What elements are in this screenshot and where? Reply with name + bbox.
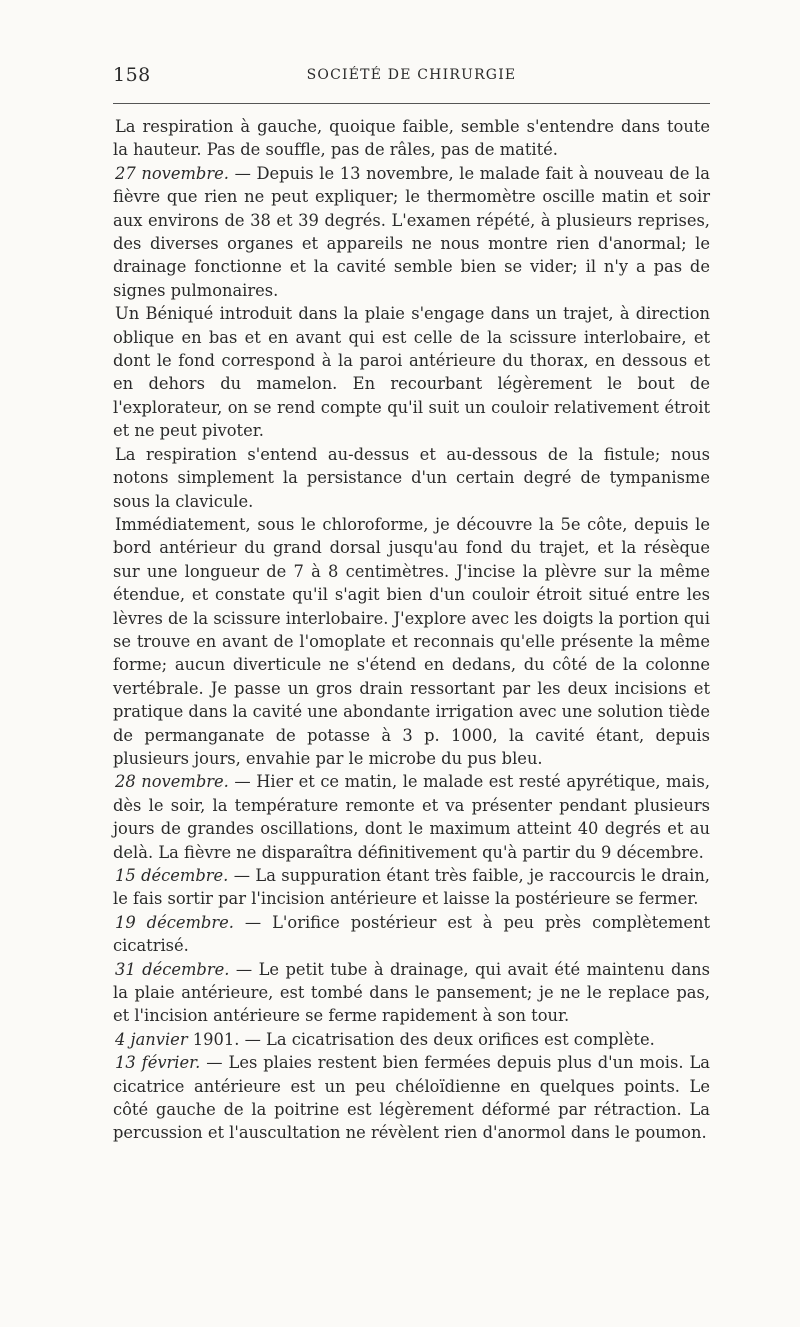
paragraph-text: Un Béniqué introduit dans la plaie s'engage dans un trajet, à direction oblique en bas et en avant qui est celle de la scissure interlobaire, et dont le fond correspond à la paroi antérieure du thorax, en dessous et en dehors du mamelon. En recourbant légèrement le bout de l'explorateur, on se rend compte qu'il suit un couloir relativement étroit et ne peut pivoter. bbox=[113, 304, 710, 441]
paragraph-text: La respiration à gauche, quoique faible, semble s'entendre dans toute la hauteur. Pas de souffle, pas de râles, pas de matité. bbox=[113, 117, 710, 160]
paragraph bbox=[113, 513, 710, 770]
paragraph bbox=[113, 864, 710, 911]
paragraph-text: 1901. — La cicatrisation des deux orifices est complète. bbox=[187, 1029, 655, 1049]
paragraph bbox=[113, 911, 710, 958]
paragraph-date: 4 janvier bbox=[115, 1029, 188, 1049]
page-number: 158 bbox=[113, 64, 151, 86]
paragraph-date: 28 novembre. bbox=[115, 772, 229, 792]
paragraph bbox=[113, 115, 710, 162]
page-header bbox=[113, 64, 710, 94]
paragraph bbox=[113, 1028, 710, 1051]
running-title: SOCIÉTÉ DE CHIRURGIE bbox=[306, 67, 517, 83]
paragraph-text: Immédiatement, sous le chloroforme, je découvre la 5e côte, depuis le bord antérieur du grand dorsal jusqu'au fond du trajet, et la résèque sur une longueur de 7 à 8 centimètres. J'incise la plèvre sur la même étendue, et constate qu'il s'agit bien d'un couloir étroit situé entre les lèvres de la scissure interlobaire. J'explore avec les doigts la portion qui se trouve en avant de l'omoplate et reconnais qu'elle présente la même forme; aucun diverticule ne s'étend en dedans, du côté de la colonne vertébrale. Je passe un gros drain ressortant par les deux incisions et pratique dans la cavité une abondante irrigation avec une solution tiède de permanganate de potasse à 3 p. 1000, la cavité étant, depuis plusieurs jours, envahie par le microbe du pus bleu. bbox=[113, 514, 710, 768]
header-rule bbox=[113, 103, 710, 104]
paragraph-date: 31 décembre. bbox=[115, 959, 230, 979]
paragraph-text: — Le petit tube à drainage, qui avait été maintenu dans la plaie antérieure, est tombé dans le pansement; je ne le replace pas, et l'incision antérieure se ferme rapidement à son tour. bbox=[113, 959, 710, 1026]
paragraph-text: — Hier et ce matin, le malade est resté apyrétique, mais, dès le soir, la température remonte et va présenter pendant plusieurs jours de grandes oscillations, dont le maximum atteint 40 degrés et au delà. La fièvre ne disparaîtra définitivement qu'à partir du 9 décembre. bbox=[113, 772, 711, 862]
body-text bbox=[113, 115, 710, 1145]
paragraph-text: La respiration s'entend au-dessus et au-dessous de la fistule; nous notons simplement la persistance d'un certain degré de tympanisme sous la clavicule. bbox=[113, 444, 710, 511]
paragraph-date: 27 novembre. bbox=[115, 163, 229, 183]
paragraph-text: — Les plaies restent bien fermées depuis plus d'un mois. La cicatrice antérieure est un peu chéloïdienne en quelques points. Le côté gauche de la poitrine est légèrement déformé par rétraction. La percussion et l'auscultation ne révèlent rien d'anormol dans le poumon. bbox=[113, 1053, 710, 1143]
paragraph bbox=[113, 443, 710, 513]
paragraph bbox=[113, 770, 710, 864]
paragraph bbox=[113, 162, 710, 302]
paragraph-date: 19 décembre. bbox=[115, 912, 234, 932]
paragraph-text: — La suppuration étant très faible, je raccourcis le drain, le fais sortir par l'incision antérieure et laisse la postérieure se fermer. bbox=[113, 866, 710, 909]
paragraph-text: — L'orifice postérieur est à peu près complètement cicatrisé. bbox=[113, 912, 710, 956]
paragraph bbox=[113, 1051, 710, 1145]
paragraph-date: 15 décembre. bbox=[115, 866, 229, 885]
paragraph-date: 13 février. bbox=[115, 1053, 201, 1073]
paragraph bbox=[113, 302, 710, 442]
paragraph-text: — Depuis le 13 novembre, le malade fait à nouveau de la fièvre que rien ne peut expliquer; le thermomètre oscille matin et soir aux environs de 38 et 39 degrés. L'examen répété, à plusieurs reprises, des diverses organes et appareils ne nous montre rien d'anormal; le drainage fonctionne et la cavité semble bien se vider; il n'y a pas de signes pulmonaires. bbox=[113, 163, 711, 300]
paragraph bbox=[113, 958, 710, 1028]
